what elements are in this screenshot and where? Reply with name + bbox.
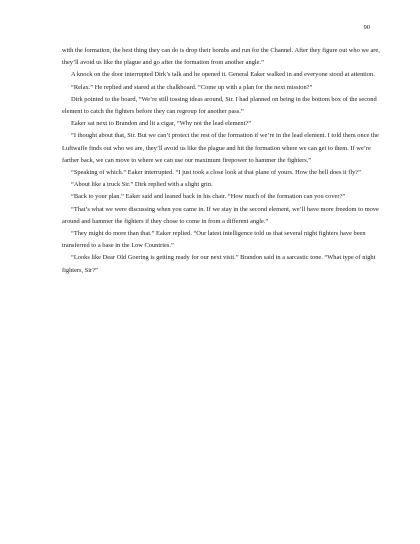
paragraph: “Speaking of which.” Eaker interrupted. “I just took a close look at that plane of yours. How the hell does it fly?”	[71, 169, 361, 177]
paragraph: “Back to your plan.” Eaker said and leaned back in his chair. “How much of the formation can you cover?”	[71, 193, 346, 201]
paragraph: “About like a truck Sir.” Dirk replied with a slight grin.	[71, 181, 213, 189]
paragraph: A knock on the door interrupted Dirk’s talk and he opened it. General Eaker walked in and everyone stood at attention.	[71, 71, 375, 79]
paragraph: “That’s what we were discussing when you came in. If we stay in the second element, we’ll have more freedom to move around and hammer the fighters if they chose to come in from a different angle.”	[62, 205, 379, 225]
paragraph: Dirk pointed to the board, “We’re still tossing ideas around, Sir. I had planned on being in the bottom box of the second element to catch the fighters before they can regroup for another pass.”	[62, 95, 377, 116]
page-number: 90	[363, 24, 370, 31]
paragraph: with the formation, the best thing they can do is drop their bombs and run for the Channel. After they figure out who we are, they’ll avoid us like the plague and go after the formation from another angle.”	[62, 47, 380, 67]
paragraph: “Looks like Dear Old Goering is getting ready for our next visit.” Brandon said in a sarcastic tone. “What type of night fighters, Sir?”	[62, 254, 376, 274]
paragraph: “Relax.” He replied and stared at the chalkboard. “Come up with a plan for the next mission?”	[71, 83, 313, 91]
paragraph: “I thought about that, Sir. But we can’t protect the rest of the formation if we’re in the lead element. I told them once the Luftwaffe finds out who we are, they’ll avoid us like the plague and hit the formation where we can get to them. If we’re farther back, we can move to where we can use our maximum firepower to hammer the fighters.”	[62, 132, 379, 164]
paragraph: “They might do more than that.” Eaker replied. “Our latest intelligence told us that several night fighters have been transferred to a base in the Low Countries.”	[62, 230, 366, 250]
paragraph: Eaker sat next to Brandon and lit a cigar, “Why not the lead element?”	[71, 120, 252, 128]
text-body	[62, 45, 382, 277]
